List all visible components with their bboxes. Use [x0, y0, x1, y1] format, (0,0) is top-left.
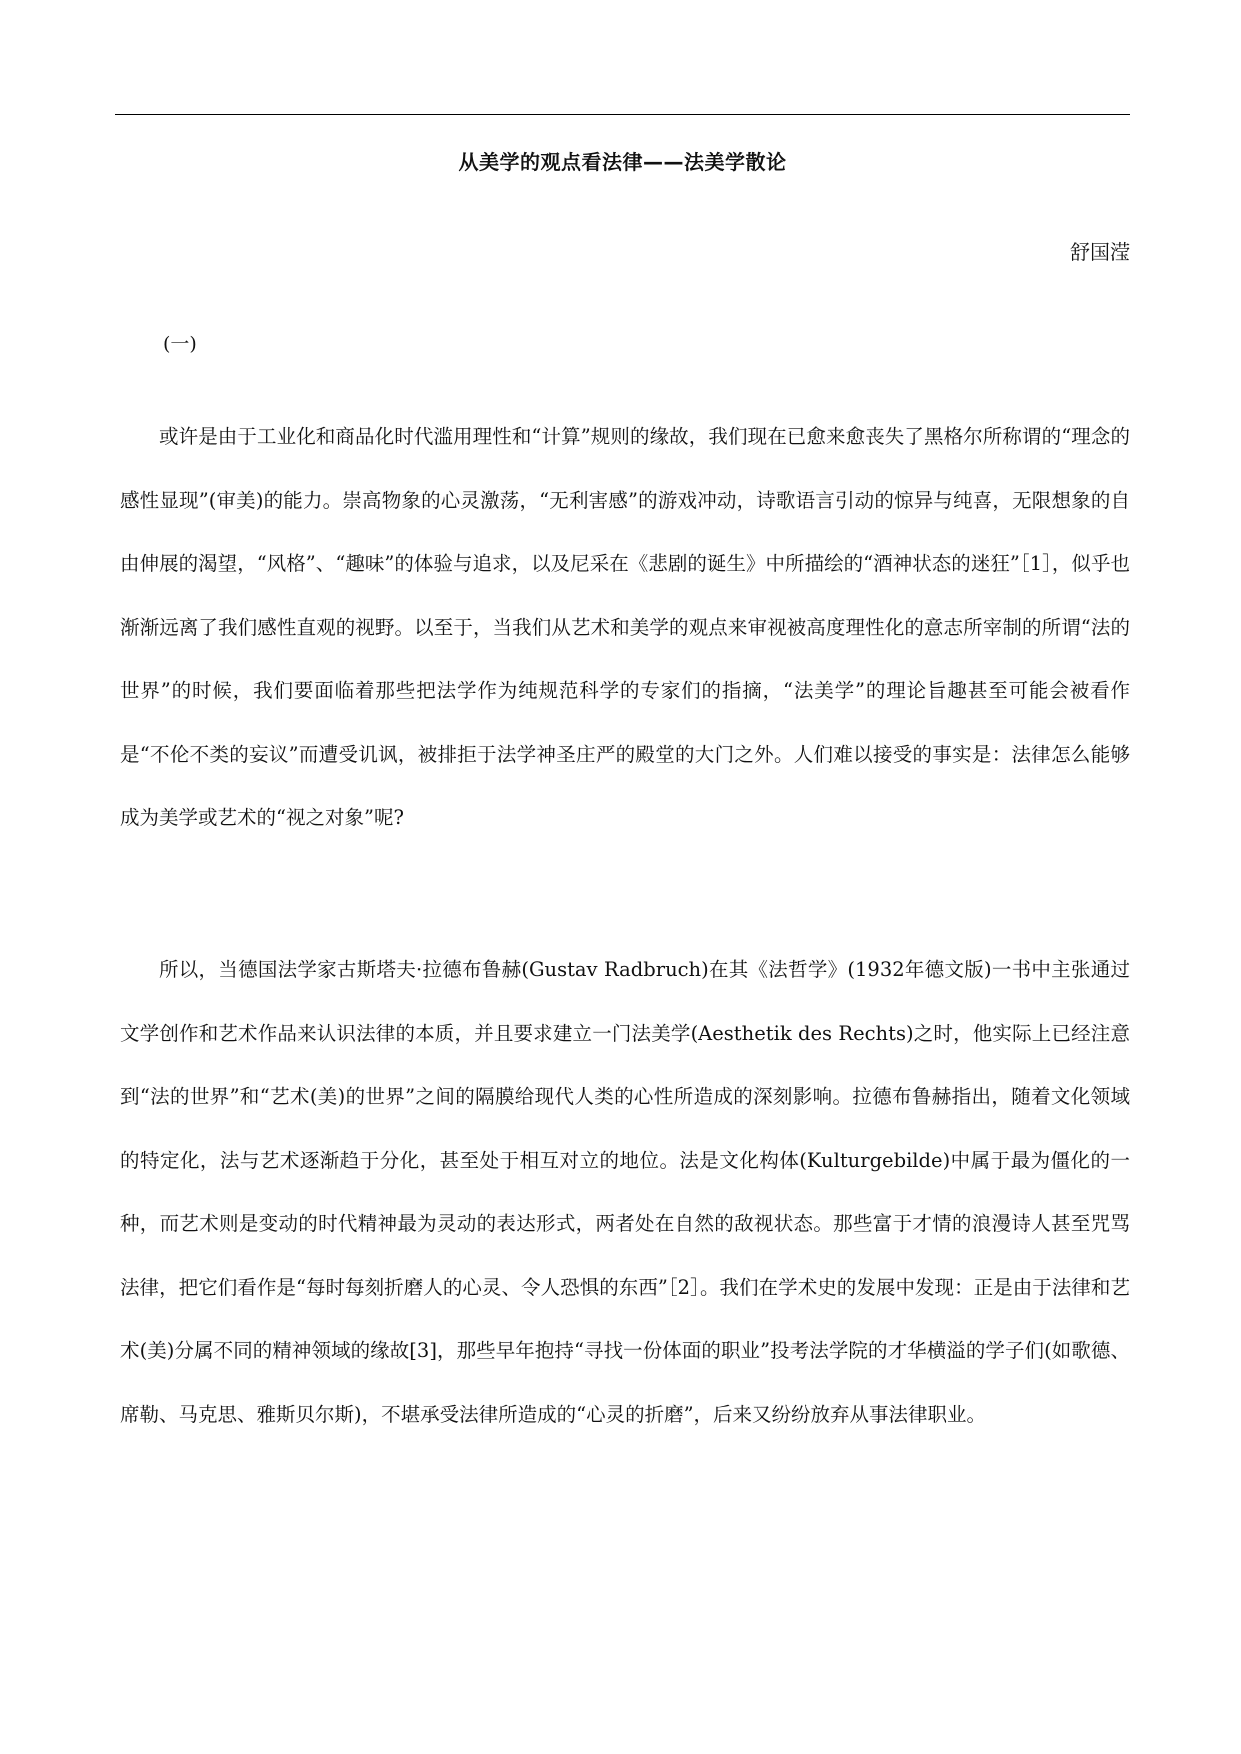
section-number: (一)	[163, 333, 197, 355]
body-paragraph-2: 所以，当德国法学家古斯塔夫·拉德布鲁赫(Gustav Radbruch)在其《法哲学》(1932年德文版)一书中主张通过文学创作和艺术作品来认识法律的本质，并且要求建立一门法美学(Aesthetik des Rechts)之时，他实际上已经注意到“法的世界”和“艺术(美)的世界”之间的隔膜给现代人类的心性所造成的深刻影响。拉德布鲁赫指出，随着文化领域的特定化，法与艺术逐渐趋于分化，甚至处于相互对立的地位。法是文化构体(Kulturgebilde)中属于最为僵化的一种，而艺术则是变动的时代精神最为灵动的表达形式，两者处在自然的敌视状态。那些富于才情的浪漫诗人甚至咒骂法律，把它们看作是“每时每刻折磨人的心灵、令人恐惧的东西”［2］。我们在学术史的发展中发现：正是由于法律和艺术(美)分属不同的精神领域的缘故[3]，那些早年抱持“寻找一份体面的职业”投考法学院的才华横溢的学子们(如歌德、席勒、马克思、雅斯贝尔斯)，不堪承受法律所造成的“心灵的折磨”，后来又纷纷放弃从事法律职业。	[120, 958, 1130, 1426]
body-paragraph-1: 或许是由于工业化和商品化时代滥用理性和“计算”规则的缘故，我们现在已愈来愈丧失了黑格尔所称谓的“理念的感性显现”(审美)的能力。崇高物象的心灵激荡，“无利害感”的游戏冲动，诗歌语言引动的惊异与纯喜，无限想象的自由伸展的渴望，“风格”、“趣味”的体验与追求，以及尼采在《悲剧的诞生》中所描绘的“酒神状态的迷狂”［1］，似乎也渐渐远离了我们感性直观的视野。以至于，当我们从艺术和美学的观点来审视被高度理性化的意志所宰制的所谓“法的世界”的时候，我们要面临着那些把法学作为纯规范科学的专家们的指摘，“法美学”的理论旨趣甚至可能会被看作是“不伦不类的妄议”而遭受讥讽，被排拒于法学神圣庄严的殿堂的大门之外。人们难以接受的事实是：法律怎么能够成为美学或艺术的“视之对象”呢?	[120, 425, 1130, 829]
author-name: 舒国滢	[1070, 240, 1130, 264]
document-title: 从美学的观点看法律——法美学散论	[458, 150, 787, 174]
header-divider	[115, 114, 1130, 115]
